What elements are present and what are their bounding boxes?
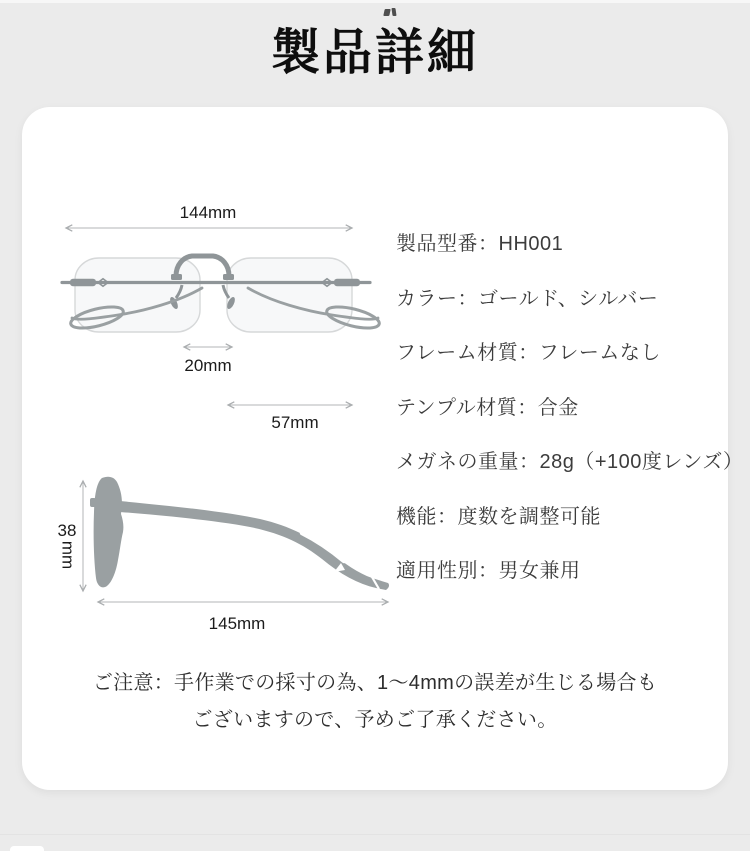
next-card-peek <box>10 846 44 851</box>
temple-length-label: 145mm <box>208 614 266 633</box>
product-detail-card <box>22 107 744 790</box>
bridge-width-label: 20mm <box>184 356 232 375</box>
front-lenses <box>75 258 352 332</box>
measurement-note-line1: ご注意：手作業での採寸の為、1〜4mmの誤差が生じる場合も <box>92 672 658 694</box>
measurement-note <box>22 665 728 739</box>
spec-row-color: カラー：ゴールド、シルバー <box>396 287 659 310</box>
side-temple-silhouette <box>120 501 389 590</box>
top-edge-artifact <box>383 9 390 16</box>
lens-height-value-label: 38 <box>57 521 77 540</box>
top-edge-highlight <box>0 0 750 3</box>
spec-row-weight: メガネの重量：28g（+100度レンズ） <box>396 451 744 473</box>
measurement-note-line2: ございますので、予めご了承ください。 <box>192 709 558 731</box>
spec-row-model: 製品型番：HH001 <box>396 233 564 255</box>
overall-width-label: 144mm <box>179 203 237 222</box>
bottom-divider <box>0 834 750 835</box>
top-edge-artifact <box>391 8 396 16</box>
side-lens-silhouette <box>90 477 123 588</box>
page-title: 製品詳細 <box>270 26 479 80</box>
spec-row-temple-material: テンプル材質：合金 <box>396 396 579 419</box>
lens-width-label: 57mm <box>271 413 319 432</box>
spec-list <box>396 233 743 582</box>
spec-row-gender: 適用性別：男女兼用 <box>396 560 581 582</box>
lens-height-unit-label: mm <box>58 540 78 570</box>
glasses-diagram <box>40 192 410 652</box>
spec-row-frame-material: フレーム材質：フレームなし <box>396 342 661 364</box>
glasses-side-view <box>58 477 390 633</box>
glasses-front-view <box>62 203 381 432</box>
spec-row-function: 機能：度数を調整可能 <box>396 505 601 528</box>
